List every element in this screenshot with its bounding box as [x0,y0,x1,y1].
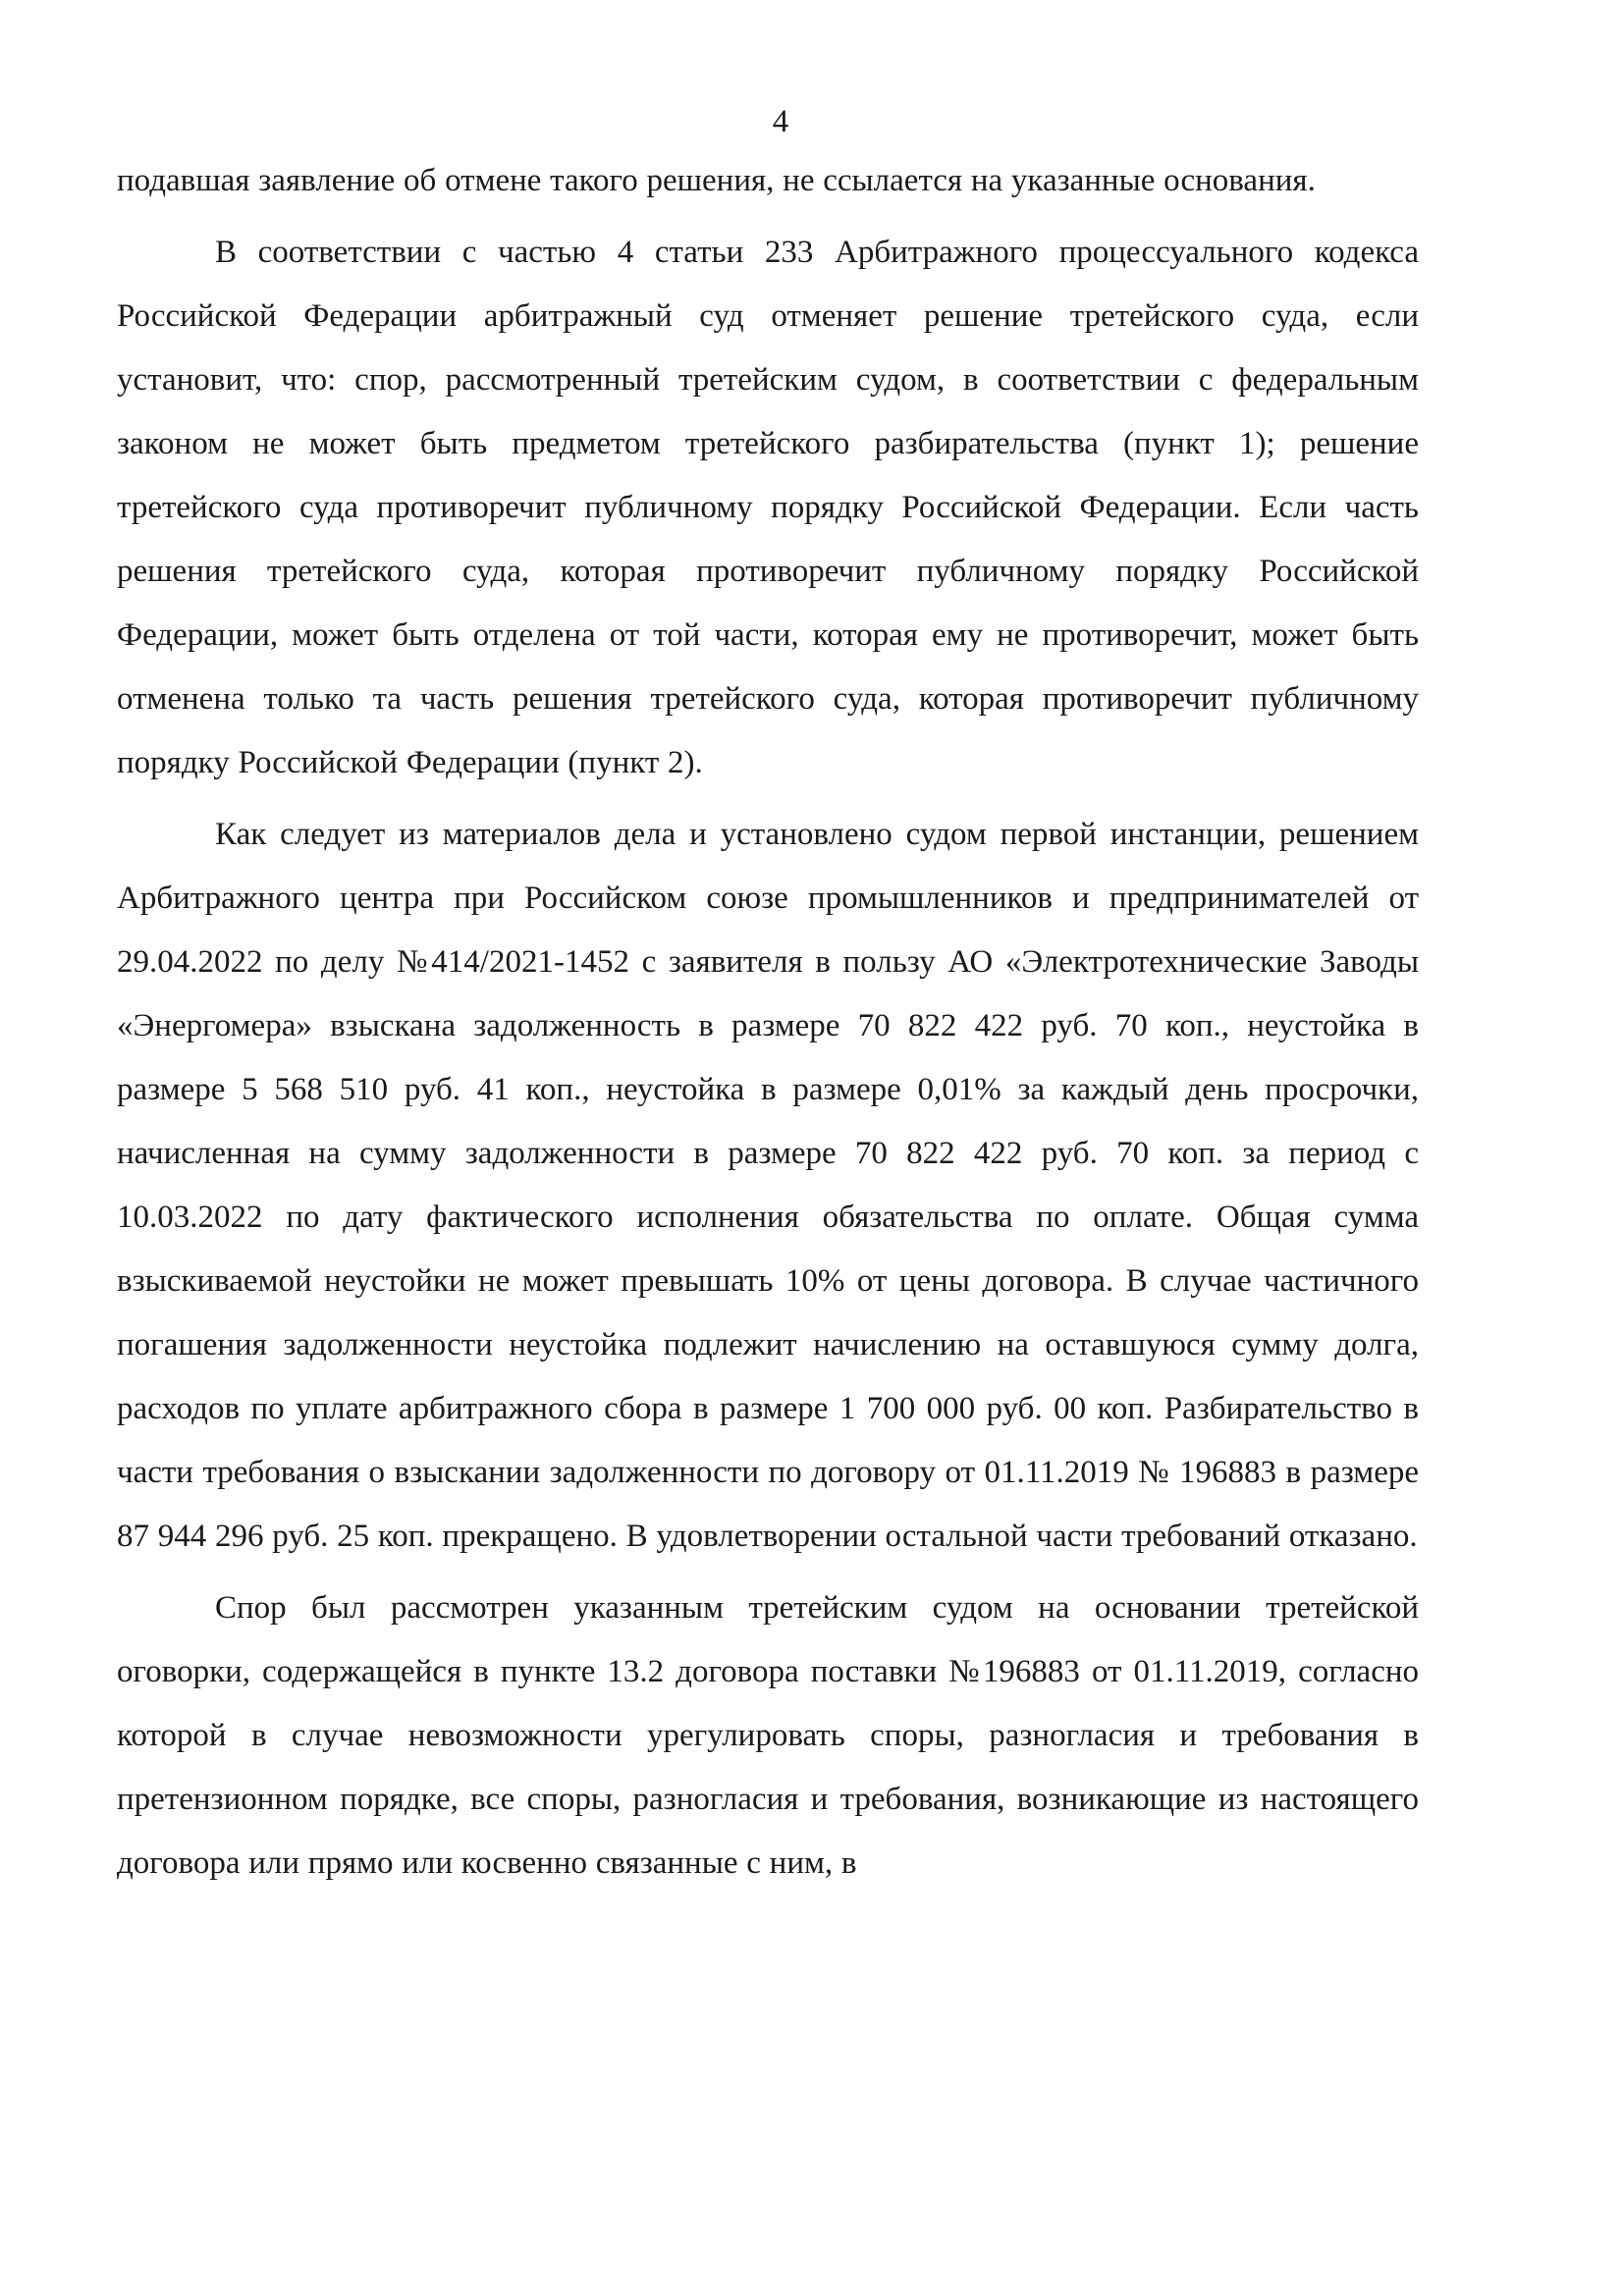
paragraph-arbitration-clause: Спор был рассмотрен указанным третейским судом на основании третейской оговорки, содержащейся в пункте 13.2 договора поставки №196883 от 01.11.2019, согласно которой в случае невозможности урегулировать споры, разногласия и требования в претензионном порядке, все споры, разногласия и требования, возникающие из настоящего договора или прямо или косвенно связанные с ним, в [117,1590,1419,1881]
page-number: 4 [772,104,789,139]
paragraph-article-233: В соответствии с частью 4 статьи 233 Арбитражного процессуального кодекса Российской Федерации арбитражный суд отменяет решение третейского суда, если установит, что: спор, рассмотренный третейским судом, в соответствии с федеральным законом не может быть предметом третейского разбирательства (пункт 1); решение третейского суда противоречит публичному порядку Российской Федерации. Если часть решения третейского суда, которая противоречит публичному порядку Российской Федерации, может быть отделена от той части, которая ему не противоречит, может быть отменена только та часть решения третейского суда, которая противоречит публичному порядку Российской Федерации (пункт 2). [117,235,1419,780]
document-body [117,149,1419,1903]
paragraph-case-materials: Как следует из материалов дела и установлено судом первой инстанции, решением Арбитражного центра при Российском союзе промышленников и предпринимателей от 29.04.2022 по делу №414/2021-1452 с заявителя в пользу АО «Электротехнические Заводы «Энергомера» взыскана задолженность в размере 70 822 422 руб. 70 коп., неустойка в размере 5 568 510 руб. 41 коп., неустойка в размере 0,01% за каждый день просрочки, начисленная на сумму задолженности в размере 70 822 422 руб. 70 коп. за период с 10.03.2022 по дату фактического исполнения обязательства по оплате. Общая сумма взыскиваемой неустойки не может превышать 10% от цены договора. В случае частичного погашения задолженности неустойка подлежит начислению на оставшуюся сумму долга, расходов по уплате арбитражного сбора в размере 1 700 000 руб. 00 коп. Разбирательство в части требования о взыскании задолженности по договору от 01.11.2019 № 196883 в размере 87 944 296 руб. 25 коп. прекращено. В удовлетворении остальной части требований отказано. [117,817,1419,1554]
paragraph-continuation: подавшая заявление об отмене такого решения, не ссылается на указанные основания. [117,163,1316,198]
